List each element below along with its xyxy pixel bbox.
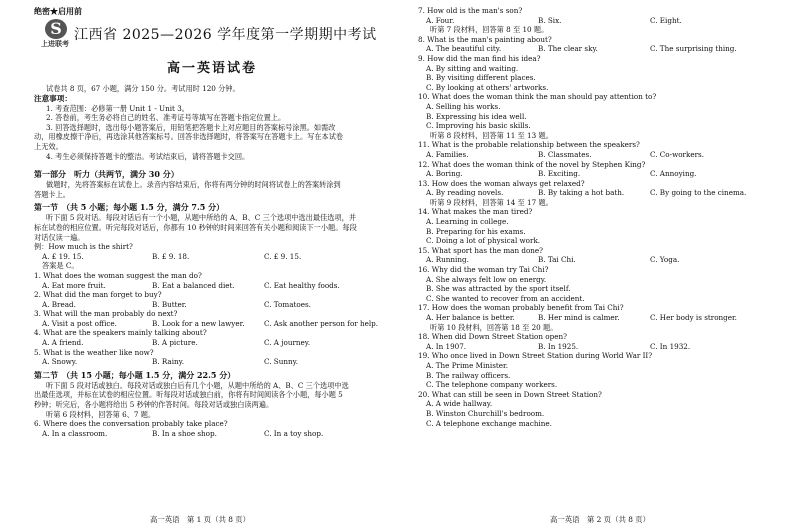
page-footer: 高一英语 第 2 页（共 8 页） <box>549 515 651 524</box>
option: A. Families. <box>426 149 469 159</box>
option: B. The railway officers. <box>426 370 511 380</box>
material-note: 听第 7 段材料，回答第 8 至 10 题。 <box>430 25 549 35</box>
exam-header <box>34 19 390 49</box>
option: C. She wanted to recover from an accident. <box>426 293 585 303</box>
question: 4. What are the speakers mainly talking about? <box>34 328 207 338</box>
option: C. A telephone exchange machine. <box>426 418 552 428</box>
question: 9. How did the man find his idea? <box>418 53 541 63</box>
example-answer: 答案是 C。 <box>42 261 79 271</box>
section1-heading: 第一节 （共 5 小题；每小题 1.5 分，满分 7.5 分） <box>34 202 225 213</box>
paper-title: 高一英语试卷 <box>166 61 257 76</box>
options: A. Visit a post office. B. Look for a new lawyer. C. Ask another person for help. <box>42 318 379 328</box>
options <box>418 16 790 26</box>
exam-title: 江西省 2025—2026 学年度第一学期期中考试 <box>74 27 377 43</box>
option: B. Six. <box>538 15 562 25</box>
option: C. Annoying. <box>650 169 697 179</box>
option: A. Selling his works. <box>426 101 501 111</box>
note-line: 1. 考查范围：必修第一册 Unit 1 - Unit 3。 <box>46 103 189 113</box>
option: C. Improving his basic skills. <box>426 121 531 131</box>
shangjin-logo-icon: S 上进联考 <box>41 19 69 48</box>
option: B. By visiting different places. <box>426 73 536 83</box>
option: B. Preparing for his exams. <box>426 226 526 236</box>
question: 6. Where does the conversation probably take place? <box>34 419 228 429</box>
option: A. Running. <box>426 255 469 265</box>
section2-heading: 第二节 （共 15 小题；每小题 1.5 分，满分 22.5 分） <box>34 369 236 380</box>
material-note: 听第 6 段材料，回答第 6、7 题。 <box>46 409 156 419</box>
options: A. Bread. B. Butter. C. Tomatoes. <box>42 299 311 309</box>
option: C. Doing a lot of physical work. <box>426 236 541 246</box>
question: 20. What can still be seen in Down Street Station? <box>418 389 602 399</box>
section1-intro: 标在试卷的相应位置。听完每段对话后，你都有 10 秒钟的时间来回答有关小题和阅读下一小题。每段 <box>34 222 357 232</box>
page-2 <box>400 0 800 531</box>
section2-intro: 听下面 5 段对话或独白。每段对话或独白后有几个小题，从题中所给的 A、B、C 三个选项中选 <box>46 380 349 390</box>
question: 3. What will the man probably do next? <box>34 309 178 319</box>
note-line: 上无效。 <box>34 141 63 151</box>
option: C. Yoga. <box>650 255 680 265</box>
option: B. Tai Chi. <box>538 255 576 265</box>
example-question: 例：How much is the shirt? <box>34 242 133 252</box>
option: B. The clear sky. <box>538 44 598 54</box>
note-line: 4. 考生必须保持答题卡的整洁。考试结束后，请将答题卡交回。 <box>46 151 250 161</box>
option: A. By reading novels. <box>426 188 504 198</box>
confidential-label: 绝密★启用前 <box>34 6 82 16</box>
option: B. In 1925. <box>538 341 579 351</box>
option: B. Winston Churchill's bedroom. <box>426 408 545 418</box>
question: 16. Why did the woman try Tai Chi? <box>418 265 549 275</box>
options <box>418 150 790 160</box>
question: 11. What is the probable relationship between the speakers? <box>418 140 640 150</box>
option: C. Eight. <box>650 15 682 25</box>
question-list-1 <box>34 271 390 367</box>
part1-intro: 做题时，先将答案标在试卷上。录音内容结束后，你将有两分钟的时间将试卷上的答案转涂到 <box>46 180 341 190</box>
note-line: 3. 回答选择题时，选出每小题答案后，用铅笔把答题卡上对应题目的答案标号涂黑。如需改 <box>46 122 336 132</box>
section2-intro: 出最佳选项，并标在试卷的相应位置。听每段对话或独白前，你将有时间阅读各个小题，每小题 5 <box>34 390 343 400</box>
options: A. Eat more fruit. B. Eat a balanced diet. C. Eat healthy foods. <box>42 280 340 290</box>
question: 7. How old is the man's son? <box>418 6 523 15</box>
section1-intro: 对话仅读一遍。 <box>34 232 85 242</box>
option: C. By going to the cinema. <box>650 188 747 198</box>
option: C. In 1932. <box>650 341 691 351</box>
options: A. A friend. B. A picture. C. A journey. <box>42 338 311 348</box>
option: A. The Prime Minister. <box>426 360 508 370</box>
option: B. Exciting. <box>538 169 581 179</box>
option: A. Learning in college. <box>426 217 509 227</box>
options <box>418 342 790 352</box>
option: A. Her balance is better. <box>426 313 515 322</box>
part1-heading: 第一部分 听力（共两节，满分 30 分） <box>34 169 179 180</box>
section2-intro: 秒钟；听完后，各小题将给出 5 秒钟的作答时间。每段对话或独白读两遍。 <box>34 400 274 410</box>
option: B. She was attracted by the sport itself. <box>426 284 571 294</box>
question: 8. What is the man's painting about? <box>418 34 552 44</box>
section1-intro: 听下面 5 段对话。每段对话后有一个小题，从题中所给的 A、B、C 三个选项中选出最佳选项，并 <box>46 213 357 223</box>
option: B. Expressing his idea well. <box>426 111 527 121</box>
question: 2. What did the man forget to buy? <box>34 290 162 300</box>
options: A. In a classroom. B. In a shoe shop. C. In a toy shop. <box>42 428 324 438</box>
part1-intro: 答题卡上。 <box>34 189 70 199</box>
options: A. Snowy. B. Rainy. C. Sunny. <box>42 357 299 367</box>
option: C. The telephone company workers. <box>426 380 558 390</box>
option: A. The beautiful city. <box>426 44 502 54</box>
options <box>418 255 790 265</box>
option: C. Co-workers. <box>650 149 705 159</box>
question: 5. What is the weather like now? <box>34 347 154 357</box>
option: A. She always felt low on energy. <box>426 274 547 284</box>
question: 18. When did Down Street Station open? <box>418 332 567 342</box>
option: C. By looking at others' artworks. <box>426 82 549 92</box>
question: 10. What does the woman think the man should pay attention to? <box>418 92 657 102</box>
option: A. A wide hallway. <box>426 399 493 409</box>
options <box>418 169 790 179</box>
exam-meta: 试卷共 8 页，67 小题，满分 150 分。考试用时 120 分钟。 <box>46 84 240 93</box>
option: B. By taking a hot bath. <box>538 188 625 198</box>
material-note: 听第 10 段材料，回答第 18 至 20 题。 <box>430 322 558 332</box>
page-footer: 高一英语 第 1 页（共 8 页） <box>149 515 251 524</box>
option: A. Four. <box>426 15 455 25</box>
material-note: 听第 8 段材料，回答第 11 至 13 题。 <box>430 130 553 140</box>
material-note: 听第 9 段材料，回答第 14 至 17 题。 <box>430 197 553 207</box>
notes-heading: 注意事项： <box>34 93 72 103</box>
question: 19. Who once lived in Down Street Station during World War II? <box>418 351 653 361</box>
question: 15. What sport has the man done? <box>418 245 544 255</box>
example-options: A. £ 19. 15. B. £ 9. 18. C. £ 9. 15. <box>42 251 302 261</box>
option: A. By sitting and waiting. <box>426 63 519 73</box>
option: B. Classmates. <box>538 149 592 159</box>
question: 17. How does the woman probably benefit from Tai Chi? <box>418 303 624 313</box>
question-list-2 <box>418 6 790 428</box>
option: C. The surprising thing. <box>650 44 737 54</box>
options <box>418 44 790 54</box>
option: C. Her body is stronger. <box>650 313 737 322</box>
options <box>418 313 790 323</box>
question: 12. What does the woman think of the novel by Stephen King? <box>418 159 646 169</box>
question: 13. How does the woman always get relaxed? <box>418 178 585 188</box>
option: A. Boring. <box>426 169 463 179</box>
option: B. Her mind is calmer. <box>538 313 620 322</box>
note-line: 2. 答卷前，考生务必将自己的姓名、准考证号等填写在答题卡指定位置上。 <box>46 113 286 123</box>
question: 1. What does the woman suggest the man do? <box>34 270 202 280</box>
options <box>418 188 790 198</box>
option: A. In 1907. <box>426 341 467 351</box>
question: 14. What makes the man tired? <box>418 207 533 217</box>
note-line: 动，用橡皮擦干净后，再选涂其他答案标号。回答非选择题时，将答案写在答题卡上。写在本试卷 <box>34 132 344 142</box>
